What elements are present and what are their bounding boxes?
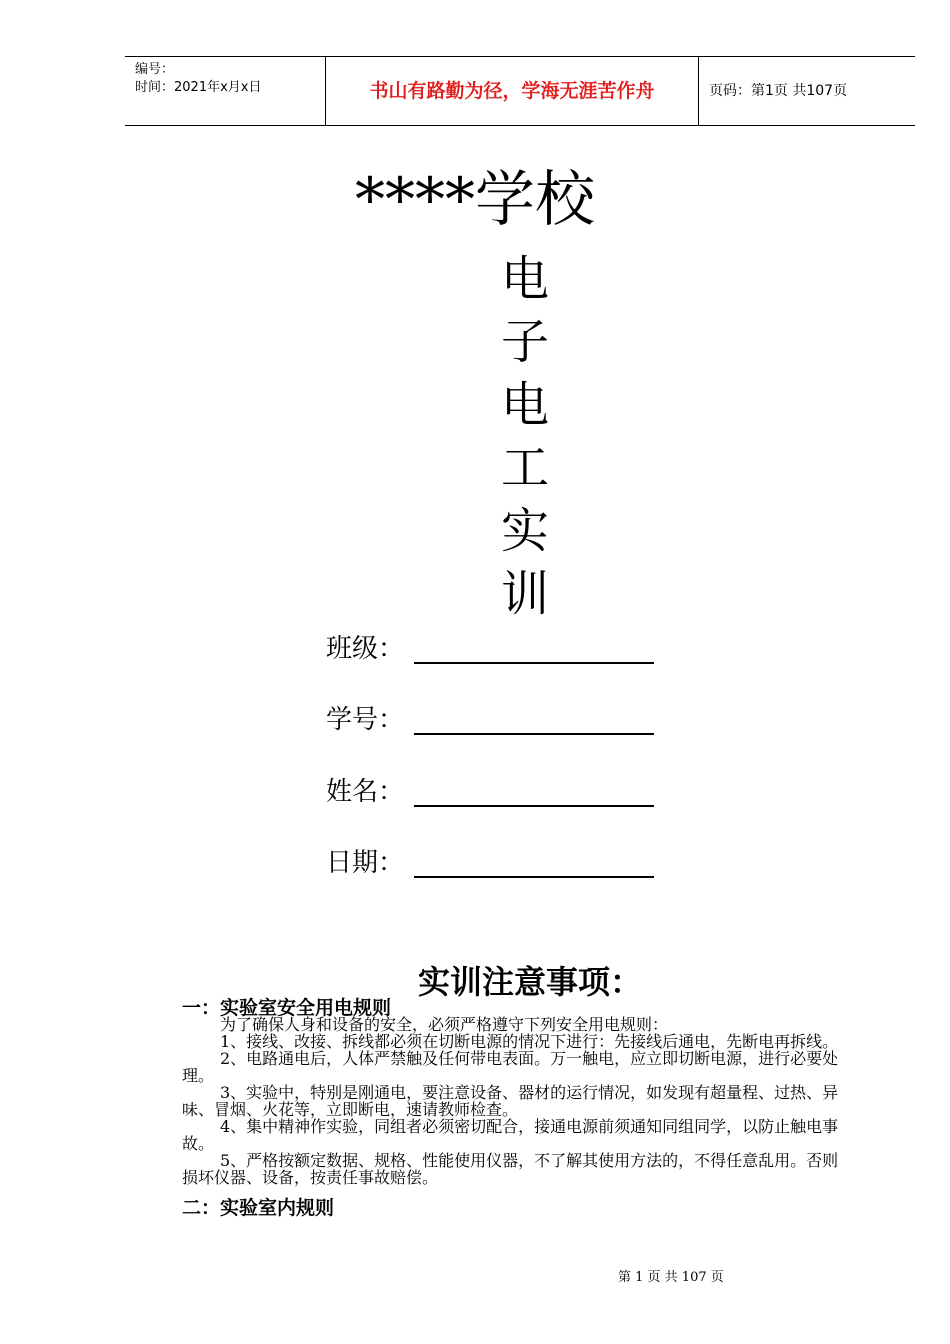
title-char: 实 [500,503,549,559]
name-label: 姓名： [326,777,405,807]
title-char: 电 [500,377,549,433]
rule-item: 4、集中精神作实验，同组者必须密切配合，接通电源前须通知同组同学，以防止触电事故。 [182,1117,839,1153]
name-blank-line [414,805,654,807]
document-time: 时间：2021年x月x日 [135,80,262,95]
title-char: 子 [500,314,549,370]
document-number-label: 编号： [135,62,175,77]
header-meta-cell [125,57,326,125]
section1-body [182,1016,852,1186]
class-blank-line [414,662,654,664]
section1-heading: 一：实验室安全用电规则 [182,997,392,1019]
rule-item: 3、实验中，特别是刚通电，要注意设备、器材的运行情况，如发现有超量程、过热、异味、冒烟、火花等，立即断电，速请教师检查。 [182,1083,839,1119]
notice-title: 实训注意事项： [417,963,642,1001]
header-motto: 书山有路勤为径，学海无涯苦作舟 [326,57,699,125]
rule-item: 2、电路通电后，人体严禁触及任何带电表面。万一触电，应立即切断电源，进行必要处理。 [182,1049,839,1085]
section1-intro: 为了确保人身和设备的安全，必须严格遵守下列安全用电规则： [220,1015,669,1034]
student-id-label: 学号： [326,705,405,735]
school-name: ****学校 [355,165,595,235]
student-id-blank-line [414,733,654,735]
page-header [125,56,915,126]
class-label: 班级： [326,634,405,664]
date-label: 日期： [326,848,405,878]
class-field [326,632,404,666]
title-char: 训 [500,566,549,622]
title-char: 工 [500,440,549,496]
date-blank-line [414,876,654,878]
student-id-field [326,703,404,737]
date-field [326,846,404,880]
page-footer: 第 1 页 共 107 页 [618,1270,724,1285]
title-char: 电 [500,251,549,307]
rule-item: 1、接线、改接、拆线都必须在切断电源的情况下进行：先接线后通电，先断电再拆线。 [220,1032,839,1051]
name-field [326,775,404,809]
section2-heading: 二：实验室内规则 [182,1197,335,1219]
vertical-title [480,248,570,626]
header-page-code: 页码：第1页 共107页 [709,83,848,99]
rule-item: 5、严格按额定数据、规格、性能使用仪器，不了解其使用方法的，不得任意乱用。否则损坏仪器、设备，按责任事故赔偿。 [182,1151,839,1187]
